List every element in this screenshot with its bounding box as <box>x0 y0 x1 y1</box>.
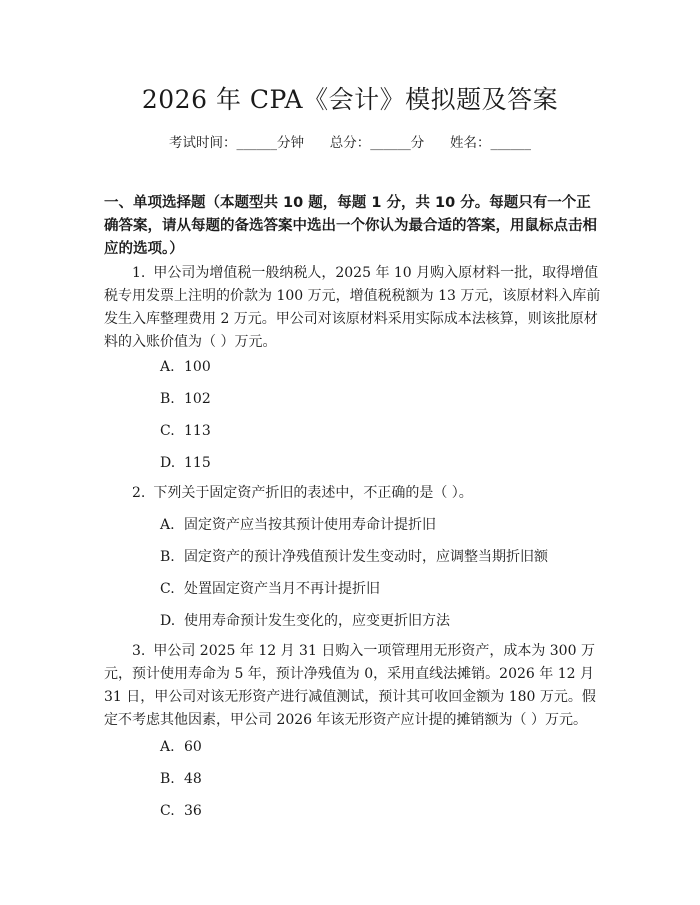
option-key: C. <box>160 803 175 819</box>
option-key: C. <box>160 423 175 439</box>
question-text: 下列关于固定资产折旧的表述中，不正确的是（ ）。 <box>153 485 473 501</box>
option-text: 60 <box>184 739 202 755</box>
option-key: B. <box>160 391 175 407</box>
option-key: A. <box>160 359 175 375</box>
option-2b[interactable] <box>160 547 600 567</box>
question-number: 3. <box>132 643 146 659</box>
option-text: 113 <box>184 423 211 439</box>
option-3a[interactable] <box>160 737 600 757</box>
option-text: 48 <box>184 771 202 787</box>
question-2 <box>104 482 604 505</box>
option-key: A. <box>160 739 175 755</box>
option-key: A. <box>160 517 175 533</box>
section-heading: 一、单项选择题（本题型共 10 题，每题 1 分，共 10 分。每题只有一个正确答案，请从每题的备选答案中选出一个你认为最合适的答案，用鼠标点击相应的选项。） <box>104 195 597 257</box>
option-key: B. <box>160 771 175 787</box>
name-label: 姓名： <box>450 135 491 151</box>
question-text: 甲公司为增值税一般纳税人，2025 年 10 月购入原材料一批，取得增值税专用发票上注明的价款为 100 万元，增值税税额为 13 万元，该原材料入库前发生入库整理费用 2 万元。甲公司对该原材料采用实际成本法核算，则该批原材料的入账价值为（ ）万元。 <box>104 265 601 350</box>
option-key: B. <box>160 549 175 565</box>
option-text: 处置固定资产当月不再计提折旧 <box>184 581 380 597</box>
option-text: 36 <box>184 803 202 819</box>
option-text: 使用寿命预计发生变化的，应变更折旧方法 <box>184 613 450 629</box>
option-1d[interactable] <box>160 453 600 473</box>
option-3b[interactable] <box>160 769 600 789</box>
total-score-label: 总分： <box>329 135 371 151</box>
exam-info-line <box>0 131 700 151</box>
option-2c[interactable] <box>160 579 600 599</box>
option-1a[interactable] <box>160 357 600 377</box>
option-2d[interactable] <box>160 611 600 631</box>
question-number: 1. <box>132 265 146 281</box>
option-3c[interactable] <box>160 801 600 821</box>
exam-time-unit: 分钟 <box>277 135 304 151</box>
name-blank: ______ <box>490 135 531 151</box>
option-text: 115 <box>184 455 211 471</box>
question-1 <box>104 262 604 354</box>
total-score-blank: ______ <box>370 135 411 151</box>
option-text: 100 <box>184 359 211 375</box>
option-1c[interactable] <box>160 421 600 441</box>
exam-time-blank: ______ <box>236 135 277 151</box>
exam-time-label: 考试时间： <box>169 135 237 151</box>
page-title: 2026 年 CPA《会计》模拟题及答案 <box>141 85 559 114</box>
total-score-unit: 分 <box>410 135 425 151</box>
option-1b[interactable] <box>160 389 600 409</box>
question-3 <box>104 640 604 732</box>
option-2a[interactable] <box>160 515 600 535</box>
option-text: 102 <box>184 391 211 407</box>
option-key: D. <box>160 455 176 471</box>
question-text: 甲公司 2025 年 12 月 31 日购入一项管理用无形资产，成本为 300 万元，预计使用寿命为 5 年，预计净残值为 0，采用直线法摊销。2026 年 12 月 31 日，甲公司对该无形资产进行减值测试，预计其可收回金额为 180 万元。假定不考虑其他因素，甲公司 2026 年该无形资产应计提的摊销额为（ ）万元。 <box>104 643 596 728</box>
question-number: 2. <box>132 485 146 501</box>
option-text: 固定资产应当按其预计使用寿命计提折旧 <box>184 517 436 533</box>
option-key: D. <box>160 613 176 629</box>
option-key: C. <box>160 581 175 597</box>
option-text: 固定资产的预计净残值预计发生变动时，应调整当期折旧额 <box>184 549 548 565</box>
